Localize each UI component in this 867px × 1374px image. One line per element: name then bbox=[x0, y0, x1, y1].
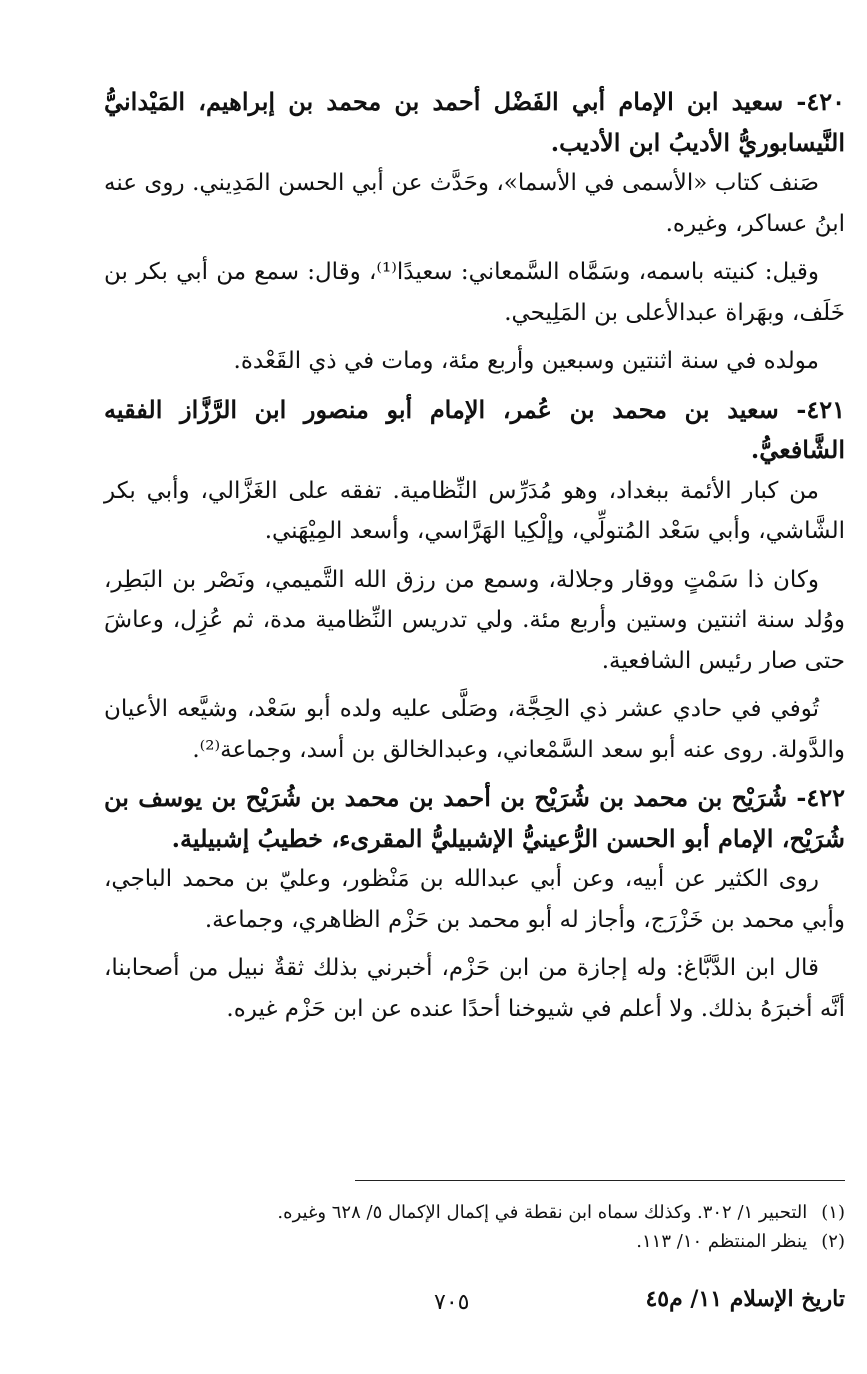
main-text bbox=[104, 82, 845, 1037]
running-title: تاريخ الإسلام ١١/ م٤٥ bbox=[645, 1286, 845, 1312]
footnote-item bbox=[104, 1227, 845, 1256]
footnote-number: (٢) bbox=[821, 1231, 845, 1252]
entry-paragraph: وقيل: كنيته باسمه، وسَمَّاه السَّمعاني: سعيدًا⁽¹⁾، وقال: سمع من أبي بكر بن خَلَف، وبهَراة عبدالأعلى بن المَلِيحي. bbox=[104, 259, 845, 326]
biography-entry-421 bbox=[104, 390, 845, 771]
entry-paragraph: وكان ذا سَمْتٍ ووقار وجلالة، وسمع من رزق الله التَّميمي، ونَصْر بن البَطِر، ووُلد سنة اثنتين وستين وأربع مئة. ولي تدريس النِّظامية مدة، ثم عُزِل، وعاشَ حتى صار رئيس الشافعية. bbox=[104, 566, 845, 674]
entry-paragraph: مولده في سنة اثنتين وسبعين وأربع مئة، ومات في ذي القَعْدة. bbox=[233, 348, 819, 374]
entry-heading: ٤٢٠- سعيد ابن الإمام أبي الفَضْل أحمد بن محمد بن إبراهيم، المَيْدانيُّ النَّيسابوريُّ الأديبُ ابن الأديب. bbox=[104, 87, 845, 157]
page-number: ٧٠٥ bbox=[434, 1290, 470, 1315]
entry-paragraph: تُوفي في حادي عشر ذي الحِجَّة، وصَلَّى عليه ولده أبو سَعْد، وشيَّعه الأعيان والدَّولة. روى عنه أبو سعد السَّمْعاني، وعبدالخالق بن أسد، وجماعة⁽²⁾. bbox=[104, 696, 845, 763]
entry-heading: ٤٢١- سعيد بن محمد بن عُمر، الإمام أبو منصور ابن الرَّزَّاز الفقيه الشَّافعيُّ. bbox=[104, 394, 845, 464]
page-footer bbox=[104, 1286, 845, 1326]
footnote-number: (١) bbox=[821, 1202, 845, 1223]
entry-paragraph: من كبار الأئمة ببغداد، وهو مُدَرِّس النِّظامية. تفقه على الغَزَّالي، وأبي بكر الشَّاشي، وأبي سَعْد المُتولِّي، وإلْكِيا الهَرَّاسي، وأسعد المِيْهَني. bbox=[104, 477, 845, 544]
footnote-divider bbox=[355, 1180, 845, 1181]
entry-paragraph: قال ابن الدَّبَّاغ: وله إجازة من ابن حَزْم، أخبرني بذلك ثقةٌ نبيل من أصحابنا، أنَّه أخبرَهُ بذلك. ولا أعلم في شيوخنا أحدًا عنده عن ابن حَزْم غيره. bbox=[104, 955, 845, 1022]
entry-paragraph: روى الكثير عن أبيه، وعن أبي عبدالله بن مَنْظور، وعليّ بن محمد الباجي، وأبي محمد بن خَزْرَج، وأجاز له أبو محمد بن حَزْم الظاهري، وجماعة. bbox=[104, 866, 845, 933]
entry-heading: ٤٢٢- شُرَيْح بن محمد بن شُرَيْح بن أحمد بن محمد بن شُرَيْح بن يوسف بن شُرَيْح، الإمام أبو الحسن الرُّعينيُّ الإشبيليُّ المقرىء، خطيبُ إشبيلية. bbox=[104, 783, 845, 853]
entry-paragraph: صَنف كتاب «الأسمى في الأسما»، وحَدَّث عن أبي الحسن المَدِيني. روى عنه ابنُ عساكر، وغيره. bbox=[104, 170, 845, 237]
footnote-text: ينظر المنتظم ١٠/ ١١٣. bbox=[636, 1231, 808, 1252]
footnotes bbox=[104, 1198, 845, 1256]
biography-entry-420 bbox=[104, 82, 845, 382]
footnote-text: التحبير ١/ ٣٠٢. وكذلك سماه ابن نقطة في إكمال الإكمال ٥/ ٦٢٨ وغيره. bbox=[277, 1202, 808, 1223]
biography-entry-422 bbox=[104, 778, 845, 1029]
footnote-item bbox=[104, 1198, 845, 1227]
